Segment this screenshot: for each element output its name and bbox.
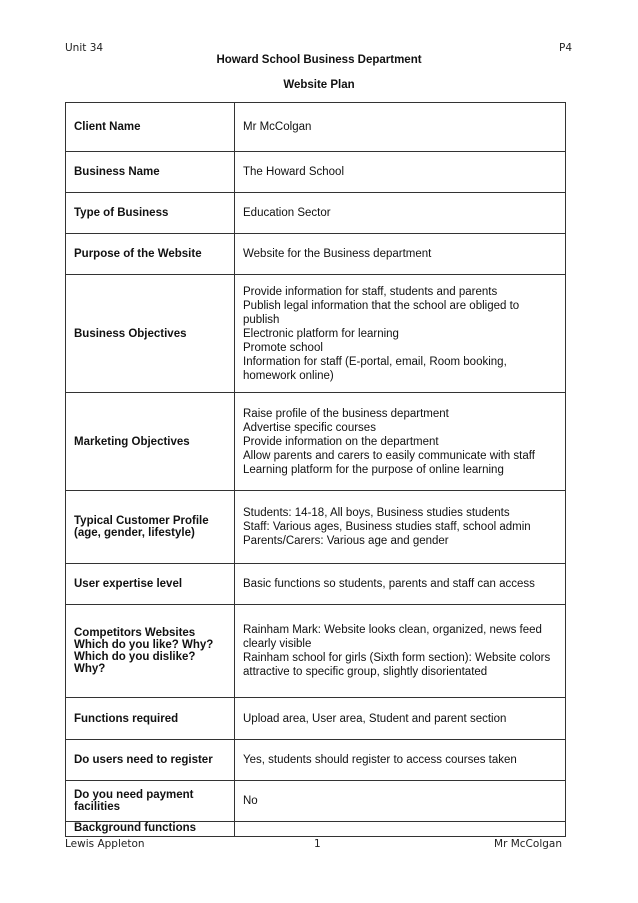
row-value (235, 234, 566, 275)
value-line: Basic functions so students, parents and staff can access (243, 578, 535, 590)
table-row (66, 491, 566, 564)
table-row (66, 152, 566, 193)
row-label: Do you need payment facilities (66, 781, 235, 822)
value-line: Students: 14-18, All boys, Business studies students (243, 507, 510, 519)
row-value (235, 103, 566, 152)
website-plan-table (65, 102, 566, 837)
value-line: Yes, students should register to access courses taken (243, 754, 517, 766)
row-label: Type of Business (66, 193, 235, 234)
value-line: Parents/Carers: Various age and gender (243, 535, 449, 547)
value-line: Raise profile of the business department (243, 407, 449, 420)
row-value (235, 193, 566, 234)
value-line: No (243, 795, 258, 807)
row-value (235, 393, 566, 491)
row-value (235, 564, 566, 605)
value-line: Website for the Business department (243, 248, 432, 260)
value-line: Mr McColgan (243, 121, 312, 133)
row-label: Functions required (66, 698, 235, 740)
row-label: Marketing Objectives (66, 393, 235, 491)
table-row (66, 393, 566, 491)
table-row (66, 698, 566, 740)
footer-teacher: Mr McColgan (494, 838, 562, 850)
value-line: Information for staff (E-portal, email, Room booking, homework online) (243, 355, 507, 382)
row-label: Business Name (66, 152, 235, 193)
table-row (66, 781, 566, 822)
table-row (66, 605, 566, 698)
table-row (66, 103, 566, 152)
row-value (235, 152, 566, 193)
row-value (235, 275, 566, 393)
value-line: Staff: Various ages, Business studies staff, school admin (243, 521, 531, 533)
table-row (66, 564, 566, 605)
table-row (66, 234, 566, 275)
footer-page-number: 1 (314, 838, 321, 850)
header-unit: Unit 34 (65, 42, 104, 54)
value-line: Rainham school for girls (Sixth form section): Website colors attractive to specific group, slightly disorientated (243, 652, 551, 678)
value-line: Allow parents and carers to easily communicate with staff (243, 449, 535, 462)
row-value (235, 605, 566, 698)
document-title: Howard School Business Department (216, 54, 422, 66)
value-line: Learning platform for the purpose of online learning (243, 463, 504, 476)
value-line: Promote school (243, 341, 323, 354)
row-value (235, 781, 566, 822)
row-label: Do users need to register (66, 740, 235, 781)
row-label: Typical Customer Profile (age, gender, lifestyle) (66, 491, 235, 564)
value-line: Education Sector (243, 207, 331, 219)
row-label: Client Name (66, 103, 235, 152)
value-line: Advertise specific courses (243, 421, 376, 434)
value-line: Provide information for staff, students and parents (243, 285, 498, 298)
value-line: Provide information on the department (243, 435, 439, 448)
table-row (66, 740, 566, 781)
header-page-code: P4 (558, 42, 572, 54)
value-line: Rainham Mark: Website looks clean, organized, news feed clearly visible (243, 624, 542, 650)
row-value (235, 822, 566, 837)
value-line: Upload area, User area, Student and parent section (243, 712, 507, 725)
value-line: Electronic platform for learning (243, 327, 399, 340)
row-value (235, 698, 566, 740)
row-label: Background functions (66, 822, 235, 837)
table-row (66, 275, 566, 393)
table-row (66, 822, 566, 837)
row-value (235, 740, 566, 781)
table-row (66, 193, 566, 234)
footer-author: Lewis Appleton (65, 838, 145, 850)
row-label: Competitors Websites Which do you like? Why? Which do you dislike? Why? (66, 605, 235, 698)
row-label: Business Objectives (66, 275, 235, 393)
value-line: Publish legal information that the school are obliged to publish (243, 299, 520, 326)
value-line: The Howard School (243, 166, 344, 178)
row-label: User expertise level (66, 564, 235, 605)
row-value (235, 491, 566, 564)
row-label: Purpose of the Website (66, 234, 235, 275)
document-subtitle: Website Plan (283, 79, 355, 91)
